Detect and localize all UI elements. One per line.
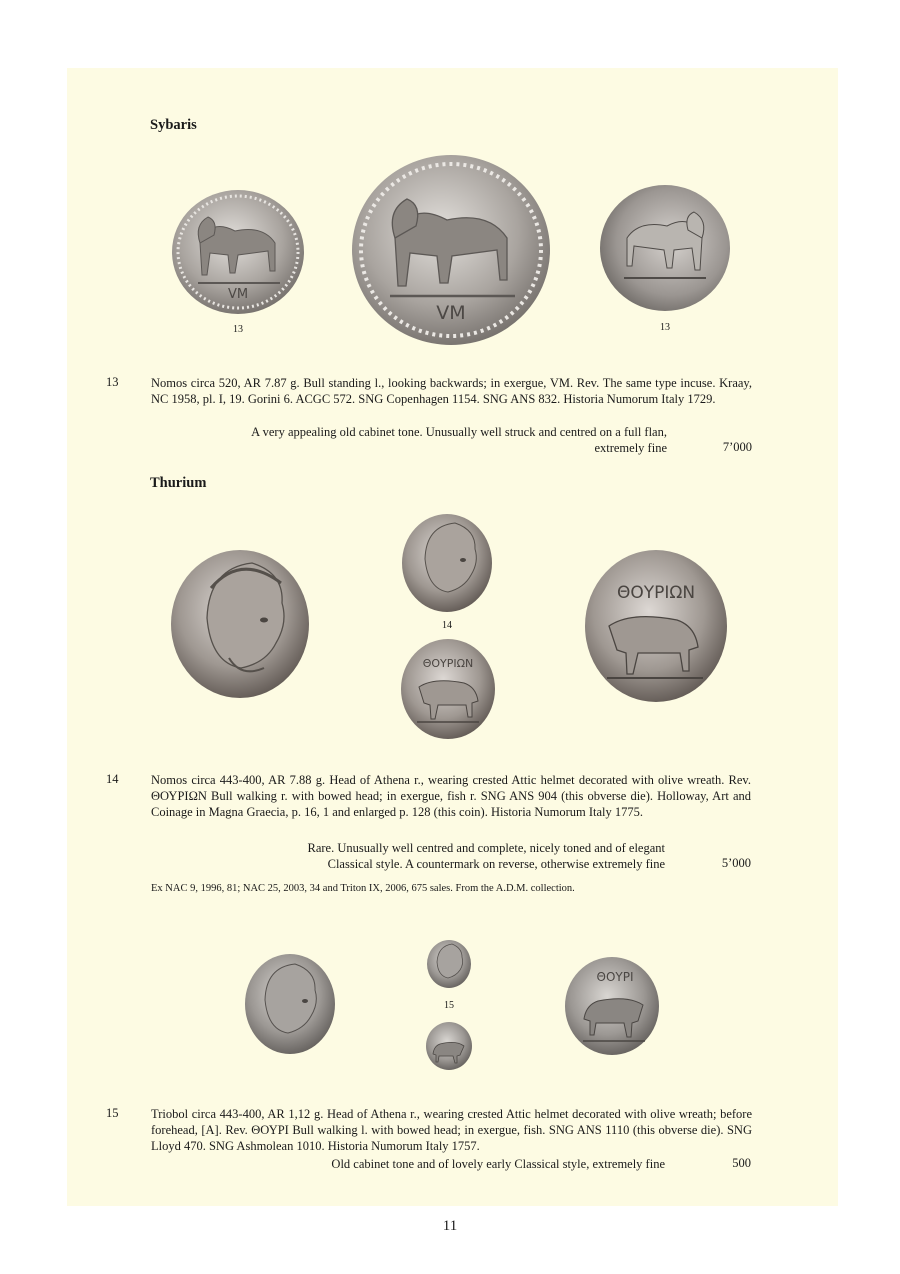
coin-13-obverse bbox=[170, 188, 306, 316]
page-number: 11 bbox=[442, 1218, 458, 1234]
coin-14-reverse bbox=[399, 637, 497, 741]
lot-number: 14 bbox=[106, 772, 119, 786]
lot-description: Nomos circa 520, AR 7.87 g. Bull standing l., looking backwards; in exergue, VM. Rev. The same type incuse. Kraay, NC 1958, pl. I, 19. Gorini 6. ACGC 572. SNG Copenhagen 1154. SNG ANS 832. Historia Numorum Italy 1729. bbox=[151, 376, 752, 406]
svg-text:VM: VM bbox=[227, 287, 249, 302]
coin-13-reverse-incuse bbox=[598, 183, 732, 313]
coin-caption: 13 bbox=[233, 324, 243, 335]
lot-condition: Old cabinet tone and of lovely early Classical style, extremely fine bbox=[331, 1157, 665, 1171]
svg-text:VM: VM bbox=[436, 302, 466, 324]
coin-legend: ΘΟΥΡΙΩΝ bbox=[616, 583, 696, 603]
coin-15-obverse bbox=[425, 938, 473, 990]
coin-caption: 14 bbox=[442, 620, 452, 631]
coin-14-reverse-enlarged bbox=[583, 548, 729, 704]
lot-estimate: 7’000 bbox=[722, 440, 752, 454]
lot-description: Triobol circa 443-400, AR 1,12 g. Head of Athena r., wearing crested Attic helmet decorated with olive wreath; before forehead, [A]. Rev. ΘΟΥΡΙ Bull walking l. with bowed head; in exergue, fish. SNG ANS 1110 (this obverse die). SNG Lloyd 470. SNG Ashmolean 1010. Historia Numorum Italy 1757. bbox=[151, 1107, 752, 1153]
lot-number: 13 bbox=[106, 375, 119, 389]
coin-15-obverse-enlarged bbox=[243, 952, 337, 1056]
lot-provenance: Ex NAC 9, 1996, 81; NAC 25, 2003, 34 and Triton IX, 2006, 675 sales. From the A.D.M. collection. bbox=[151, 883, 575, 894]
coin-caption: 15 bbox=[444, 1000, 454, 1011]
section-heading-thurium: Thurium bbox=[150, 475, 207, 491]
lot-estimate: 5’000 bbox=[721, 856, 751, 870]
coin-caption: 13 bbox=[660, 322, 670, 333]
lot-condition: Rare. Unusually well centred and complete, nicely toned and of elegant bbox=[307, 841, 665, 855]
coin-14-obverse-enlarged bbox=[169, 548, 311, 700]
coin-14-obverse bbox=[400, 512, 494, 614]
lot-description: Nomos circa 443-400, AR 7.88 g. Head of Athena r., wearing crested Attic helmet decorated with olive wreath. Rev. ΘΟΥΡΙΩΝ Bull walking r. with bowed head; in exergue, fish r. SNG ANS 904 (this obverse die). Holloway, Art and Coinage in Magna Graecia, p. 16, 1 and enlarged p. 128 (this coin). Historia Numorum Italy 1775. bbox=[151, 773, 751, 819]
lot-condition: extremely fine bbox=[594, 441, 667, 455]
coin-13-obverse-enlarged bbox=[350, 153, 552, 348]
coin-legend: ΘΟΥΡΙ bbox=[596, 970, 634, 984]
coin-15-reverse-enlarged bbox=[563, 955, 661, 1057]
coin-15-reverse bbox=[424, 1020, 474, 1072]
lot-condition: A very appealing old cabinet tone. Unusually well struck and centred on a full flan, bbox=[251, 425, 667, 439]
lot-number: 15 bbox=[106, 1106, 119, 1120]
lot-condition: Classical style. A countermark on reverse, otherwise extremely fine bbox=[327, 857, 665, 871]
lot-estimate: 500 bbox=[732, 1156, 751, 1170]
coin-legend: ΘΟΥΡΙΩΝ bbox=[422, 657, 474, 670]
section-heading-sybaris: Sybaris bbox=[150, 117, 197, 133]
